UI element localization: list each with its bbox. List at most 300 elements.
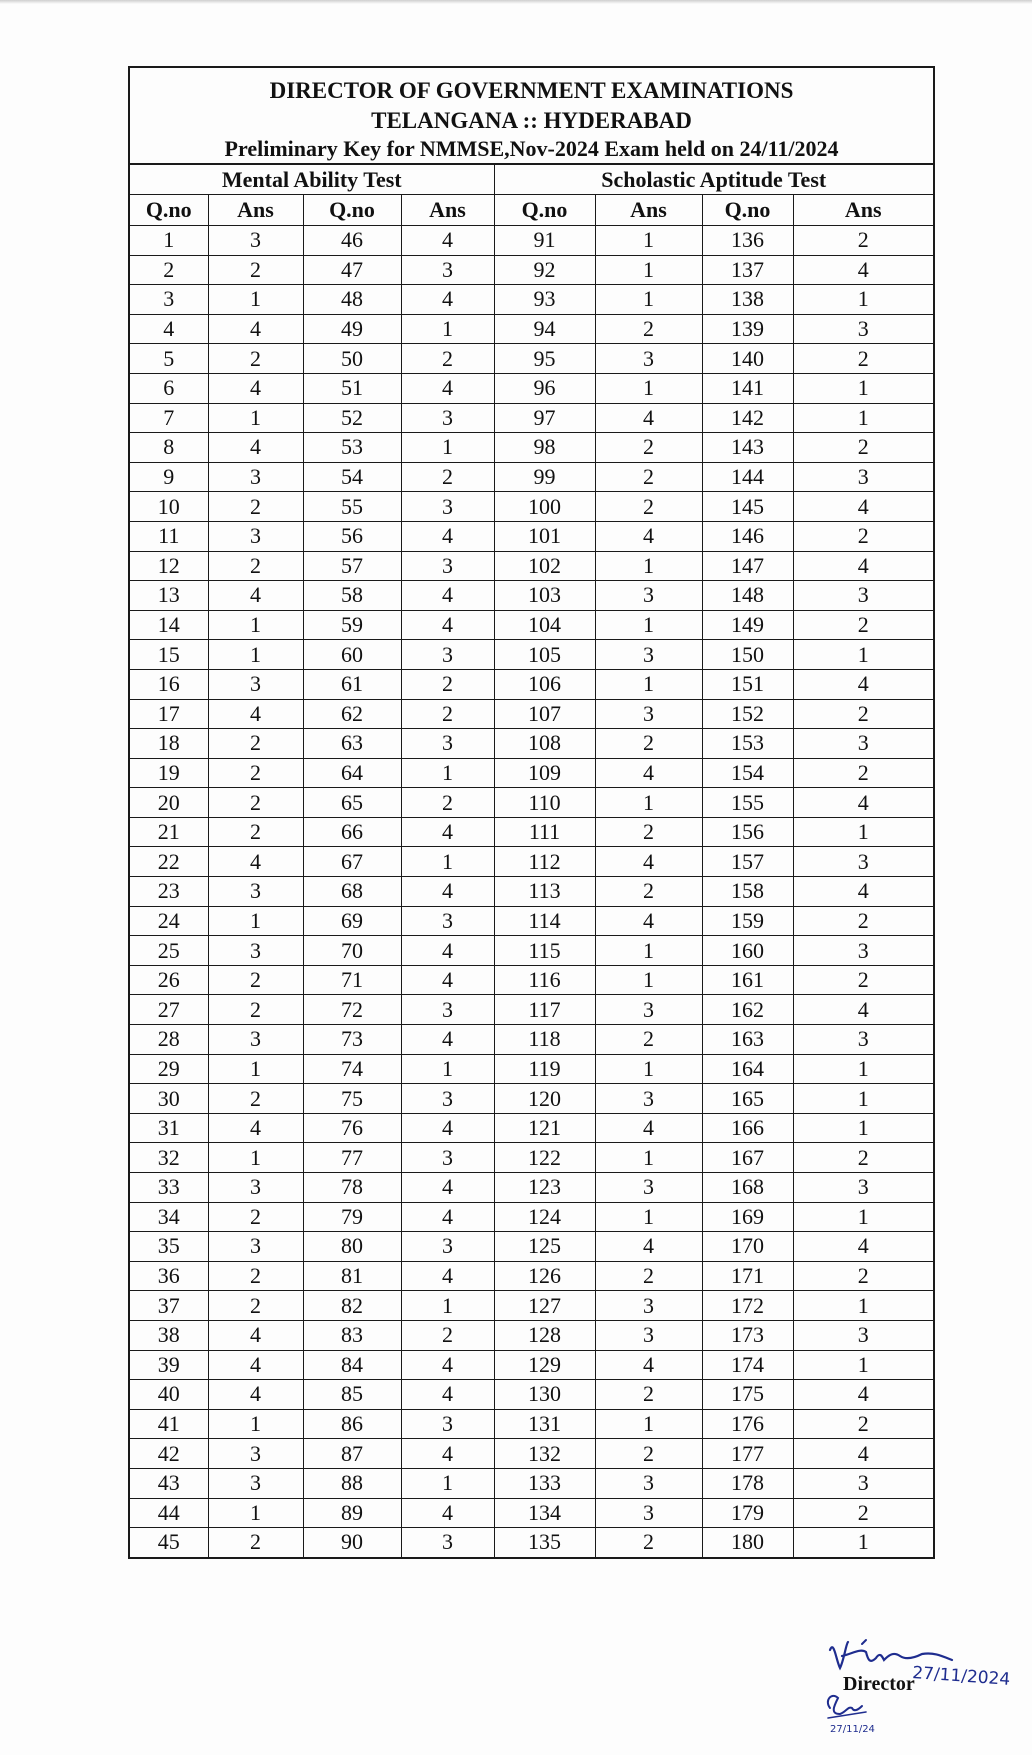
table-row: [130, 965, 933, 995]
question-number-cell: 126: [494, 1261, 595, 1291]
question-number-cell: 164: [702, 1054, 793, 1084]
answer-cell: 2: [595, 1439, 702, 1469]
section-scholastic-aptitude: Scholastic Aptitude Test: [494, 165, 933, 195]
answer-cell: 2: [401, 788, 494, 818]
answer-cell: 4: [208, 581, 303, 611]
column-header: Ans: [595, 195, 702, 226]
answer-cell: 1: [401, 314, 494, 344]
question-number-cell: 158: [702, 877, 793, 907]
question-number-cell: 148: [702, 581, 793, 611]
answer-cell: 4: [401, 610, 494, 640]
question-number-cell: 130: [494, 1380, 595, 1410]
question-number-cell: 84: [303, 1350, 401, 1380]
answer-cell: 4: [401, 1498, 494, 1528]
question-number-cell: 64: [303, 758, 401, 788]
question-number-cell: 85: [303, 1380, 401, 1410]
answer-cell: 1: [595, 788, 702, 818]
answer-cell: 2: [595, 1528, 702, 1557]
answer-cell: 1: [595, 1054, 702, 1084]
question-number-cell: 155: [702, 788, 793, 818]
section-header-row: [130, 165, 933, 195]
answer-cell: 2: [793, 758, 933, 788]
answer-cell: 4: [401, 936, 494, 966]
question-number-cell: 176: [702, 1409, 793, 1439]
answer-cell: 3: [208, 462, 303, 492]
question-number-cell: 86: [303, 1409, 401, 1439]
table-row: [130, 758, 933, 788]
answer-cell: 4: [401, 1113, 494, 1143]
question-number-cell: 141: [702, 373, 793, 403]
answer-cell: 3: [793, 1173, 933, 1203]
question-number-cell: 98: [494, 433, 595, 463]
answer-cell: 2: [595, 462, 702, 492]
question-number-cell: 83: [303, 1320, 401, 1350]
question-number-cell: 14: [130, 610, 208, 640]
question-number-cell: 47: [303, 255, 401, 285]
question-number-cell: 22: [130, 847, 208, 877]
answer-cell: 3: [208, 936, 303, 966]
answer-cell: 4: [595, 847, 702, 877]
column-header: Q.no: [130, 195, 208, 226]
question-number-cell: 150: [702, 640, 793, 670]
question-number-cell: 161: [702, 965, 793, 995]
question-number-cell: 70: [303, 936, 401, 966]
answer-cell: 3: [595, 995, 702, 1025]
question-number-cell: 132: [494, 1439, 595, 1469]
question-number-cell: 134: [494, 1498, 595, 1528]
question-number-cell: 62: [303, 699, 401, 729]
column-header: Q.no: [494, 195, 595, 226]
answer-cell: 1: [208, 906, 303, 936]
answer-cell: 1: [793, 817, 933, 847]
question-number-cell: 8: [130, 433, 208, 463]
answer-cell: 4: [208, 1350, 303, 1380]
question-number-cell: 79: [303, 1202, 401, 1232]
table-row: [130, 1232, 933, 1262]
answer-cell: 4: [401, 1439, 494, 1469]
question-number-cell: 165: [702, 1084, 793, 1114]
table-row: [130, 936, 933, 966]
answer-cell: 1: [401, 758, 494, 788]
answer-cell: 1: [793, 1291, 933, 1321]
answer-cell: 1: [595, 255, 702, 285]
answer-cell: 3: [595, 1320, 702, 1350]
question-number-cell: 119: [494, 1054, 595, 1084]
question-number-cell: 96: [494, 373, 595, 403]
question-number-cell: 61: [303, 669, 401, 699]
question-number-cell: 63: [303, 729, 401, 759]
answer-cell: 2: [595, 729, 702, 759]
question-number-cell: 94: [494, 314, 595, 344]
answer-cell: 4: [401, 285, 494, 315]
question-number-cell: 60: [303, 640, 401, 670]
section-mental-ability: Mental Ability Test: [130, 165, 494, 195]
question-number-cell: 16: [130, 669, 208, 699]
answer-cell: 2: [208, 551, 303, 581]
question-number-cell: 1: [130, 226, 208, 256]
answer-cell: 2: [401, 462, 494, 492]
question-number-cell: 77: [303, 1143, 401, 1173]
question-number-cell: 48: [303, 285, 401, 315]
table-row: [130, 1498, 933, 1528]
question-number-cell: 129: [494, 1350, 595, 1380]
answer-cell: 1: [208, 1054, 303, 1084]
table-row: [130, 492, 933, 522]
answer-cell: 2: [208, 817, 303, 847]
question-number-cell: 149: [702, 610, 793, 640]
answer-cell: 2: [793, 1143, 933, 1173]
answer-cell: 2: [595, 1380, 702, 1410]
answer-cell: 2: [793, 1498, 933, 1528]
question-number-cell: 147: [702, 551, 793, 581]
question-number-cell: 112: [494, 847, 595, 877]
answer-cell: 1: [595, 610, 702, 640]
question-number-cell: 106: [494, 669, 595, 699]
answer-cell: 1: [793, 1350, 933, 1380]
table-row: [130, 669, 933, 699]
question-number-cell: 76: [303, 1113, 401, 1143]
answer-cell: 1: [793, 373, 933, 403]
question-number-cell: 100: [494, 492, 595, 522]
answer-cell: 4: [401, 1261, 494, 1291]
answer-cell: 4: [208, 699, 303, 729]
answer-cell: 2: [595, 817, 702, 847]
answer-cell: 1: [595, 551, 702, 581]
answer-cell: 3: [401, 1084, 494, 1114]
question-number-cell: 135: [494, 1528, 595, 1557]
answer-cell: 2: [208, 255, 303, 285]
answer-cell: 1: [208, 403, 303, 433]
question-number-cell: 23: [130, 877, 208, 907]
question-number-cell: 53: [303, 433, 401, 463]
question-number-cell: 111: [494, 817, 595, 847]
table-row: [130, 1084, 933, 1114]
question-number-cell: 157: [702, 847, 793, 877]
question-number-cell: 92: [494, 255, 595, 285]
question-number-cell: 108: [494, 729, 595, 759]
answer-cell: 1: [595, 1143, 702, 1173]
table-row: [130, 1054, 933, 1084]
question-number-cell: 140: [702, 344, 793, 374]
question-number-cell: 65: [303, 788, 401, 818]
table-row: [130, 1528, 933, 1557]
question-number-cell: 71: [303, 965, 401, 995]
answer-cell: 4: [401, 1025, 494, 1055]
question-number-cell: 87: [303, 1439, 401, 1469]
question-number-cell: 177: [702, 1439, 793, 1469]
question-number-cell: 21: [130, 817, 208, 847]
question-number-cell: 159: [702, 906, 793, 936]
answer-cell: 1: [595, 373, 702, 403]
question-number-cell: 17: [130, 699, 208, 729]
question-number-cell: 124: [494, 1202, 595, 1232]
answer-cell: 2: [793, 1409, 933, 1439]
table-row: [130, 255, 933, 285]
question-number-cell: 172: [702, 1291, 793, 1321]
column-header: Ans: [401, 195, 494, 226]
answer-cell: 1: [401, 847, 494, 877]
table-row: [130, 581, 933, 611]
question-number-cell: 7: [130, 403, 208, 433]
column-header-row: [130, 195, 933, 226]
question-number-cell: 24: [130, 906, 208, 936]
answer-cell: 1: [208, 640, 303, 670]
question-number-cell: 35: [130, 1232, 208, 1262]
answer-cell: 2: [208, 729, 303, 759]
answer-cell: 3: [595, 344, 702, 374]
question-number-cell: 152: [702, 699, 793, 729]
initial-date: 27/11/24: [830, 1724, 875, 1735]
question-number-cell: 50: [303, 344, 401, 374]
answer-cell: 4: [208, 373, 303, 403]
answer-cell: 1: [401, 1291, 494, 1321]
question-number-cell: 174: [702, 1350, 793, 1380]
table-row: [130, 1320, 933, 1350]
question-number-cell: 49: [303, 314, 401, 344]
answer-cell: 1: [595, 1202, 702, 1232]
question-number-cell: 116: [494, 965, 595, 995]
table-row: [130, 699, 933, 729]
answer-cell: 4: [793, 788, 933, 818]
question-number-cell: 122: [494, 1143, 595, 1173]
question-number-cell: 133: [494, 1468, 595, 1498]
answer-cell: 1: [793, 1528, 933, 1557]
answer-cell: 2: [793, 226, 933, 256]
question-number-cell: 101: [494, 521, 595, 551]
answer-cell: 3: [793, 1468, 933, 1498]
question-number-cell: 59: [303, 610, 401, 640]
header-location: TELANGANA :: HYDERABAD: [371, 108, 692, 133]
question-number-cell: 166: [702, 1113, 793, 1143]
question-number-cell: 74: [303, 1054, 401, 1084]
answer-cell: 2: [208, 965, 303, 995]
question-number-cell: 41: [130, 1409, 208, 1439]
question-number-cell: 66: [303, 817, 401, 847]
answer-cell: 4: [595, 758, 702, 788]
answer-cell: 3: [793, 936, 933, 966]
question-number-cell: 121: [494, 1113, 595, 1143]
answer-cell: 1: [793, 1113, 933, 1143]
question-number-cell: 36: [130, 1261, 208, 1291]
table-row: [130, 373, 933, 403]
table-row: [130, 847, 933, 877]
table-row: [130, 1468, 933, 1498]
table-row: [130, 1173, 933, 1203]
answer-cell: 1: [595, 669, 702, 699]
question-number-cell: 11: [130, 521, 208, 551]
column-header: Q.no: [702, 195, 793, 226]
question-number-cell: 137: [702, 255, 793, 285]
answer-cell: 2: [208, 1291, 303, 1321]
answer-cell: 3: [595, 581, 702, 611]
answer-cell: 1: [595, 1409, 702, 1439]
answer-cell: 2: [793, 1261, 933, 1291]
table-row: [130, 403, 933, 433]
answer-cell: 2: [595, 1025, 702, 1055]
answer-key-sheet: [128, 66, 935, 1559]
answer-cell: 2: [208, 1084, 303, 1114]
answer-cell: 4: [793, 551, 933, 581]
answer-cell: 1: [793, 403, 933, 433]
answer-cell: 3: [208, 1025, 303, 1055]
table-row: [130, 344, 933, 374]
header-title: DIRECTOR OF GOVERNMENT EXAMINATIONS: [269, 78, 794, 103]
answer-cell: 3: [208, 226, 303, 256]
question-number-cell: 80: [303, 1232, 401, 1262]
answer-cell: 1: [595, 965, 702, 995]
answer-cell: 3: [595, 1084, 702, 1114]
column-header: Q.no: [303, 195, 401, 226]
answer-cell: 4: [401, 817, 494, 847]
answer-cell: 3: [401, 255, 494, 285]
answer-cell: 3: [208, 1232, 303, 1262]
question-number-cell: 33: [130, 1173, 208, 1203]
question-number-cell: 28: [130, 1025, 208, 1055]
answer-cell: 3: [793, 729, 933, 759]
table-row: [130, 640, 933, 670]
answer-cell: 2: [208, 1528, 303, 1557]
question-number-cell: 42: [130, 1439, 208, 1469]
question-number-cell: 170: [702, 1232, 793, 1262]
question-number-cell: 99: [494, 462, 595, 492]
question-number-cell: 54: [303, 462, 401, 492]
question-number-cell: 5: [130, 344, 208, 374]
answer-cell: 3: [208, 521, 303, 551]
question-number-cell: 120: [494, 1084, 595, 1114]
answer-cell: 4: [208, 1320, 303, 1350]
answer-cell: 4: [793, 1380, 933, 1410]
table-row: [130, 1291, 933, 1321]
answer-cell: 4: [595, 906, 702, 936]
answer-cell: 3: [401, 1409, 494, 1439]
answer-cell: 3: [793, 314, 933, 344]
answer-cell: 3: [401, 640, 494, 670]
answer-cell: 2: [793, 699, 933, 729]
answer-cell: 4: [793, 255, 933, 285]
answer-cell: 3: [595, 1468, 702, 1498]
question-number-cell: 128: [494, 1320, 595, 1350]
answer-cell: 4: [793, 669, 933, 699]
question-number-cell: 169: [702, 1202, 793, 1232]
answer-cell: 3: [401, 403, 494, 433]
answer-cell: 3: [793, 1320, 933, 1350]
answer-cell: 3: [401, 1143, 494, 1173]
question-number-cell: 25: [130, 936, 208, 966]
question-number-cell: 175: [702, 1380, 793, 1410]
question-number-cell: 56: [303, 521, 401, 551]
question-number-cell: 97: [494, 403, 595, 433]
table-row: [130, 995, 933, 1025]
question-number-cell: 127: [494, 1291, 595, 1321]
question-number-cell: 2: [130, 255, 208, 285]
answer-cell: 1: [595, 226, 702, 256]
question-number-cell: 171: [702, 1261, 793, 1291]
question-number-cell: 95: [494, 344, 595, 374]
question-number-cell: 118: [494, 1025, 595, 1055]
question-number-cell: 31: [130, 1113, 208, 1143]
answer-cell: 4: [793, 877, 933, 907]
answer-cell: 4: [793, 995, 933, 1025]
question-number-cell: 163: [702, 1025, 793, 1055]
answer-cell: 2: [793, 906, 933, 936]
answer-cell: 2: [595, 314, 702, 344]
answer-cell: 1: [793, 1054, 933, 1084]
question-number-cell: 105: [494, 640, 595, 670]
answer-cell: 3: [401, 492, 494, 522]
answer-cell: 2: [595, 1261, 702, 1291]
answer-cell: 4: [401, 965, 494, 995]
answer-cell: 2: [208, 1202, 303, 1232]
table-row: [130, 906, 933, 936]
question-number-cell: 136: [702, 226, 793, 256]
table-row: [130, 1202, 933, 1232]
question-number-cell: 55: [303, 492, 401, 522]
question-number-cell: 58: [303, 581, 401, 611]
answer-cell: 2: [595, 433, 702, 463]
answer-cell: 2: [793, 965, 933, 995]
question-number-cell: 104: [494, 610, 595, 640]
answer-cell: 4: [401, 877, 494, 907]
question-number-cell: 72: [303, 995, 401, 1025]
signature-date: 27/11/2024: [911, 1663, 1011, 1690]
answer-cell: 3: [401, 729, 494, 759]
question-number-cell: 32: [130, 1143, 208, 1173]
answer-cell: 3: [401, 551, 494, 581]
answer-cell: 4: [595, 403, 702, 433]
answer-cell: 1: [401, 1054, 494, 1084]
table-row: [130, 788, 933, 818]
question-number-cell: 34: [130, 1202, 208, 1232]
answer-cell: 3: [595, 640, 702, 670]
answer-cell: 4: [793, 1439, 933, 1469]
answer-cell: 2: [208, 788, 303, 818]
document-header: [130, 68, 933, 165]
question-number-cell: 102: [494, 551, 595, 581]
question-number-cell: 67: [303, 847, 401, 877]
answer-cell: 2: [208, 344, 303, 374]
question-number-cell: 18: [130, 729, 208, 759]
question-number-cell: 103: [494, 581, 595, 611]
question-number-cell: 44: [130, 1498, 208, 1528]
answer-cell: 3: [595, 699, 702, 729]
answer-cell: 2: [208, 492, 303, 522]
answer-cell: 3: [595, 1291, 702, 1321]
answer-key-table: [130, 165, 933, 1557]
answer-cell: 2: [401, 1320, 494, 1350]
question-number-cell: 154: [702, 758, 793, 788]
answer-cell: 1: [208, 610, 303, 640]
question-number-cell: 139: [702, 314, 793, 344]
question-number-cell: 46: [303, 226, 401, 256]
question-number-cell: 4: [130, 314, 208, 344]
answer-cell: 4: [208, 314, 303, 344]
table-row: [130, 1261, 933, 1291]
question-number-cell: 179: [702, 1498, 793, 1528]
question-number-cell: 38: [130, 1320, 208, 1350]
question-number-cell: 26: [130, 965, 208, 995]
answer-cell: 3: [208, 877, 303, 907]
column-header: Ans: [208, 195, 303, 226]
question-number-cell: 81: [303, 1261, 401, 1291]
answer-cell: 4: [401, 581, 494, 611]
table-row: [130, 610, 933, 640]
question-number-cell: 167: [702, 1143, 793, 1173]
question-number-cell: 153: [702, 729, 793, 759]
answer-cell: 2: [793, 610, 933, 640]
page-top-edge: [0, 0, 1032, 4]
question-number-cell: 88: [303, 1468, 401, 1498]
header-subtitle: Preliminary Key for NMMSE,Nov-2024 Exam held on 24/11/2024: [224, 136, 839, 161]
